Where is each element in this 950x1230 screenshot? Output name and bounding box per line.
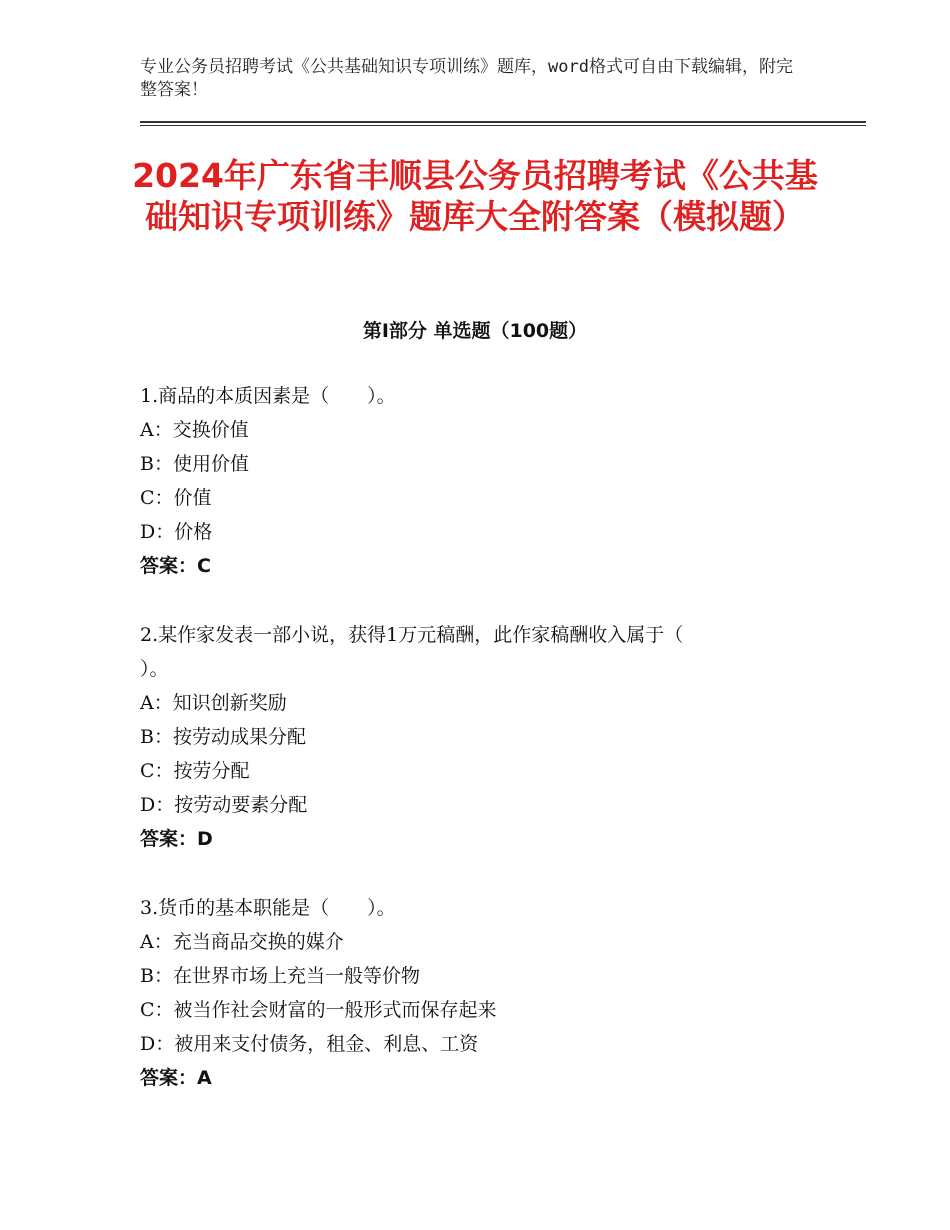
section-title: 第Ⅰ部分 单选题（100题） <box>362 320 588 342</box>
answer: 答案：C <box>140 555 211 577</box>
option-a: A：知识创新奖励 <box>140 692 287 714</box>
option-a: A：充当商品交换的媒介 <box>140 931 344 953</box>
question-stem: 3.货币的基本职能是（ ）。 <box>140 897 396 919</box>
option-c: C：价值 <box>140 487 212 509</box>
question-stem: 2.某作家发表一部小说，获得1万元稿酬，此作家稿酬收入属于（ <box>140 624 684 646</box>
question-stem: 1.商品的本质因素是（ ）。 <box>140 385 396 407</box>
option-a: A：交换价值 <box>140 419 249 441</box>
answer: 答案：A <box>140 1067 212 1089</box>
answer: 答案：D <box>140 828 213 850</box>
option-d: D：被用来支付债务，租金、利息、工资 <box>140 1033 479 1055</box>
document-title: 2024年广东省丰顺县公务员招聘考试《公共基础知识专项训练》题库大全附答案（模拟题） <box>132 156 818 236</box>
option-d: D：按劳动要素分配 <box>140 794 308 816</box>
option-b: B：使用价值 <box>140 453 249 475</box>
option-b: B：按劳动成果分配 <box>140 726 306 748</box>
question-stem-continued: ）。 <box>140 658 169 680</box>
option-c: C：被当作社会财富的一般形式而保存起来 <box>140 999 497 1021</box>
option-b: B：在世界市场上充当一般等价物 <box>140 965 420 987</box>
question-1 <box>140 379 830 583</box>
question-3 <box>140 891 830 1095</box>
option-c: C：按劳分配 <box>140 760 250 782</box>
header-divider <box>140 121 866 123</box>
header-note: 专业公务员招聘考试《公共基础知识专项训练》题库，word格式可自由下载编辑，附完整答案！ <box>140 57 793 100</box>
option-d: D：价格 <box>140 521 213 543</box>
question-2 <box>140 618 830 856</box>
header-divider-thin <box>140 125 866 126</box>
